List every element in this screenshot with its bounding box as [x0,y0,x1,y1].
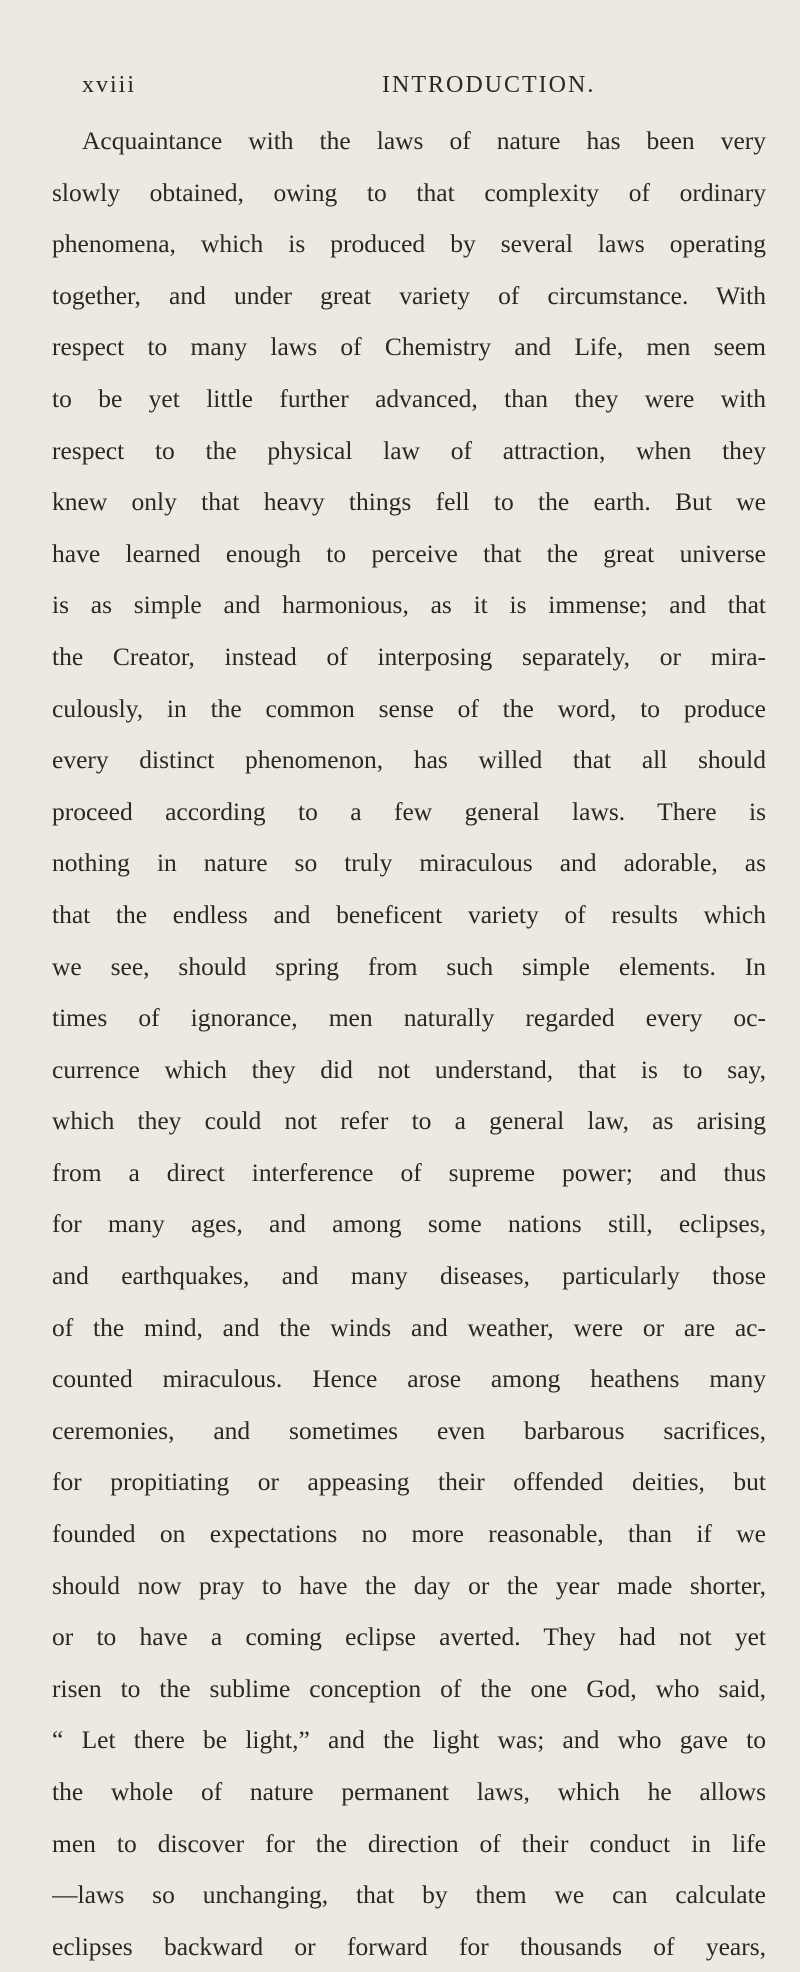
text-line: have learned enough to perceive that the great universe [52,538,766,568]
text-line: respect to many laws of Chemistry and Life, men seem [52,332,766,362]
text-line: knew only that heavy things fell to the earth. But we [52,487,766,517]
text-line: for many ages, and among some nations still, eclipses, [52,1209,766,1239]
text-line: phenomena, which is produced by several laws operating [52,229,766,259]
text-line: —laws so unchanging, that by them we can calculate [52,1880,766,1910]
text-line: the whole of nature permanent laws, which he allows [52,1777,766,1806]
text-line: counted miraculous. Hence arose among heathens many [52,1364,766,1394]
text-line: from a direct interference of supreme power; and thus [52,1157,766,1187]
text-line: nothing in nature so truly miraculous and adorable, as [52,848,766,878]
body-text [52,115,766,1972]
text-line: or to have a coming eclipse averted. They had not yet [52,1622,766,1652]
text-line: of the mind, and the winds and weather, were or are ac- [52,1312,766,1342]
text-line: men to discover for the direction of their conduct in life [52,1828,766,1858]
text-line: should now pray to have the day or the year made shorter, [52,1570,766,1600]
text-line: currence which they did not understand, that is to say, [52,1054,766,1084]
text-line: to be yet little further advanced, than they were with [52,383,766,413]
text-line: risen to the sublime conception of the one God, who said, [52,1673,766,1703]
text-line: every distinct phenomenon, has willed that all should [52,745,766,775]
text-line: Acquaintance with the laws of nature has been very [82,126,766,155]
text-line: times of ignorance, men naturally regarded every oc- [52,1003,766,1033]
text-line: slowly obtained, owing to that complexity of ordinary [52,177,766,207]
text-line: respect to the physical law of attraction, when they [52,435,766,465]
running-head [52,72,766,102]
text-line: founded on expectations no more reasonable, than if we [52,1519,766,1549]
page-number: xviii [82,72,137,98]
text-line: together, and under great variety of circumstance. With [52,280,766,310]
text-line: the Creator, instead of interposing separately, or mira- [52,641,766,671]
text-line: which they could not refer to a general law, as arising [52,1106,766,1136]
text-line: eclipses backward or forward for thousands of years, [52,1931,766,1961]
text-line: for propitiating or appeasing their offended deities, but [52,1467,766,1497]
text-line: and earthquakes, and many diseases, particularly those [52,1261,766,1291]
running-head-title: INTRODUCTION. [382,72,596,98]
text-line: is as simple and harmonious, as it is immense; and that [52,590,766,620]
text-line: “ Let there be light,” and the light was; and who gave to [52,1725,766,1755]
text-line: we see, should spring from such simple elements. In [52,951,766,981]
text-line: that the endless and beneficent variety of results which [52,899,766,929]
text-line: proceed according to a few general laws. There is [52,796,766,826]
text-line: ceremonies, and sometimes even barbarous sacrifices, [52,1415,766,1445]
text-line: culously, in the common sense of the word, to produce [52,693,766,723]
